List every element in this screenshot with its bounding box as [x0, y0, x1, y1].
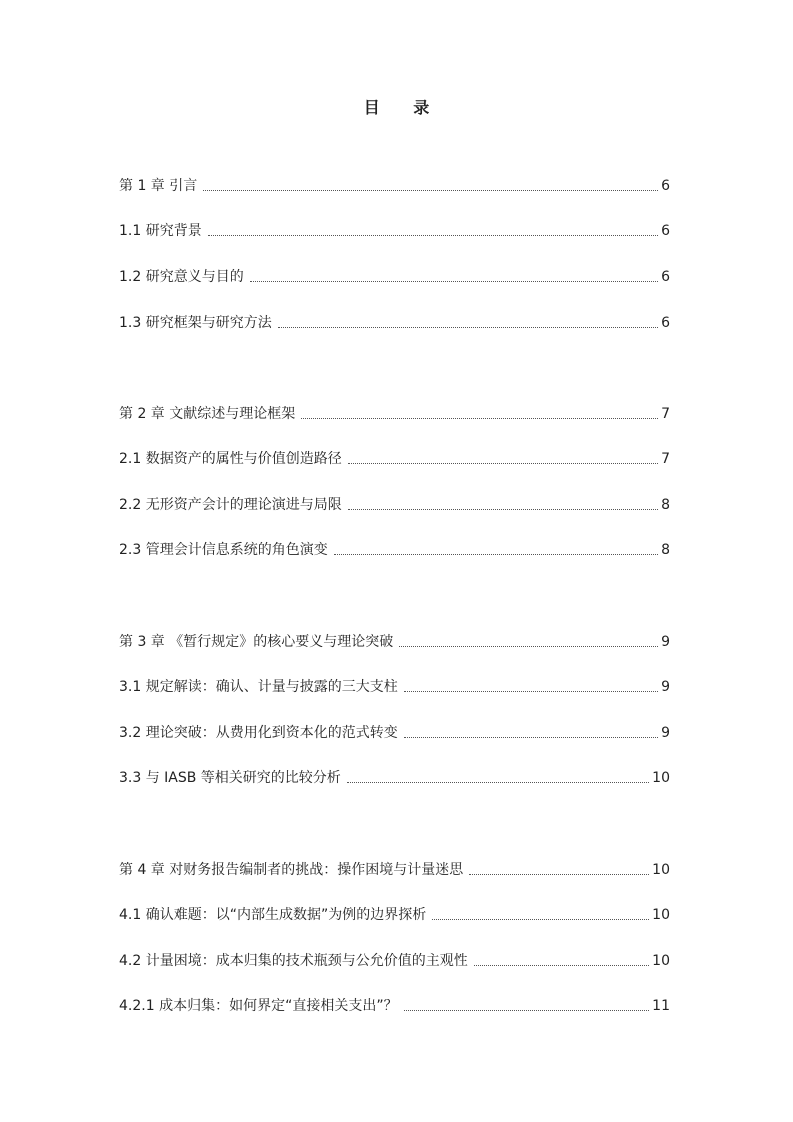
toc-entry-label: 第 2 章 文献综述与理论框架: [119, 406, 296, 422]
toc-entry-page-number: 7: [661, 451, 670, 467]
toc-entry-page-number: 6: [661, 269, 670, 285]
toc-entry-2-3[interactable]: [119, 540, 670, 560]
toc-entry-label: 4.1 确认难题：以“内部生成数据”为例的边界探析: [119, 907, 427, 923]
toc-dot-leader: [432, 919, 649, 920]
toc-entry-label: 第 4 章 对财务报告编制者的挑战：操作困境与计量迷思: [119, 862, 464, 878]
toc-entry-label: 第 1 章 引言: [119, 178, 198, 194]
toc-entry-2-1[interactable]: [119, 449, 670, 469]
toc-dot-leader: [347, 782, 649, 783]
toc-dot-leader: [203, 190, 658, 191]
toc-entry-3-1[interactable]: [119, 677, 670, 697]
toc-entry-label: 3.3 与 IASB 等相关研究的比较分析: [119, 770, 341, 786]
toc-entry-4-1[interactable]: [119, 905, 670, 925]
toc-entry-4-2[interactable]: [119, 951, 670, 971]
toc-entry-chapter-3[interactable]: [119, 632, 670, 652]
toc-entry-label: 1.3 研究框架与研究方法: [119, 315, 272, 331]
toc-entry-chapter-2[interactable]: [119, 404, 670, 424]
toc-entry-label: 4.2.1 成本归集：如何界定“直接相关支出”？: [119, 998, 398, 1014]
toc-dot-leader: [469, 874, 649, 875]
toc-entry-label: 第 3 章 《暂行规定》的核心要义与理论突破: [119, 634, 394, 650]
toc-entry-page-number: 9: [661, 679, 670, 695]
toc-entry-label: 2.3 管理会计信息系统的角色演变: [119, 542, 328, 558]
toc-entry-chapter-4[interactable]: [119, 860, 670, 880]
toc-dot-leader: [348, 463, 658, 464]
toc-entry-label: 2.1 数据资产的属性与价值创造路径: [119, 451, 342, 467]
toc-entry-page-number: 6: [661, 178, 670, 194]
toc-entry-page-number: 6: [661, 315, 670, 331]
toc-dot-leader: [334, 554, 658, 555]
toc-entry-label: 3.2 理论突破：从费用化到资本化的范式转变: [119, 725, 398, 741]
toc-entry-page-number: 6: [661, 223, 670, 239]
toc-entry-label: 1.2 研究意义与目的: [119, 269, 244, 285]
toc-dot-leader: [399, 646, 658, 647]
toc-entry-page-number: 10: [652, 862, 670, 878]
toc-entry-4-2-1[interactable]: [119, 996, 670, 1016]
toc-entry-page-number: 9: [661, 725, 670, 741]
toc-dot-leader: [404, 691, 658, 692]
toc-entry-chapter-1[interactable]: [119, 176, 670, 196]
toc-entry-2-2[interactable]: [119, 495, 670, 515]
toc-entry-label: 2.2 无形资产会计的理论演进与局限: [119, 497, 342, 513]
toc-entry-3-3[interactable]: [119, 768, 670, 788]
toc-dot-leader: [348, 509, 658, 510]
toc-entry-label: 3.1 规定解读：确认、计量与披露的三大支柱: [119, 679, 398, 695]
toc-dot-leader: [208, 235, 658, 236]
toc-entry-page-number: 10: [652, 770, 670, 786]
toc-entry-page-number: 10: [652, 907, 670, 923]
toc-dot-leader: [404, 1010, 650, 1011]
toc-dot-leader: [301, 418, 658, 419]
toc-entry-page-number: 7: [661, 406, 670, 422]
toc-entry-page-number: 11: [652, 998, 670, 1014]
toc-dot-leader: [278, 327, 658, 328]
toc-entry-page-number: 8: [661, 497, 670, 513]
page-title: 目 录: [363, 98, 444, 117]
toc-entry-page-number: 9: [661, 634, 670, 650]
toc-entry-3-2[interactable]: [119, 723, 670, 743]
toc-entry-1-1[interactable]: [119, 221, 670, 241]
toc-entry-page-number: 8: [661, 542, 670, 558]
toc-entry-1-2[interactable]: [119, 267, 670, 287]
toc-dot-leader: [474, 965, 649, 966]
toc-dot-leader: [404, 737, 658, 738]
toc-entry-page-number: 10: [652, 953, 670, 969]
toc-entry-1-3[interactable]: [119, 313, 670, 333]
toc-entry-label: 1.1 研究背景: [119, 223, 202, 239]
toc-dot-leader: [250, 281, 658, 282]
toc-entry-label: 4.2 计量困境：成本归集的技术瓶颈与公允价值的主观性: [119, 953, 468, 969]
